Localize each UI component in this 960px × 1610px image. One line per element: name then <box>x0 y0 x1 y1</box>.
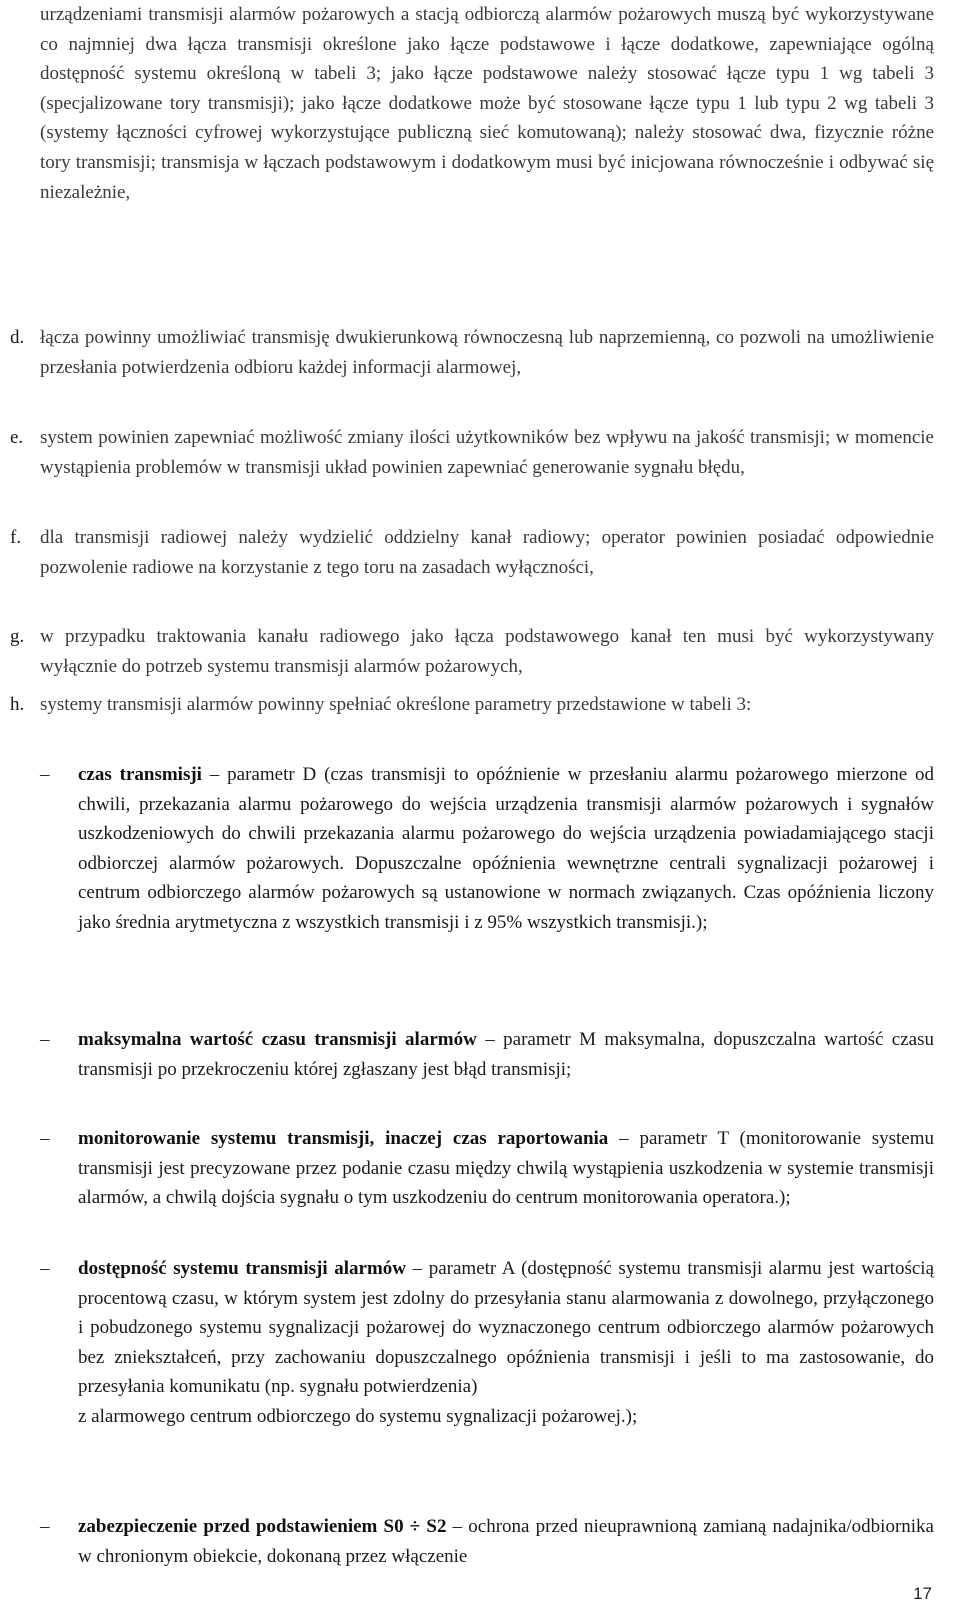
definition-description: – parametr A (dostępność systemu transmisji alarmu jest wartością procentową czasu, w którym system jest zdolny do przesyłania stanu alarmowania z dowolnego, przyłączonego i pobudzonego systemu sygnalizacji pożarowej do wyznaczonego centrum odbiorczego alarmów pożarowych bez zniekształceń, przy zachowaniu dopuszczalnego opóźnienia transmisji i jeśli to ma zastosowanie, do przesyłania komunikatu (np. sygnału potwierdzenia) <box>78 1258 934 1398</box>
dash-marker: – <box>40 764 50 785</box>
dash-marker: – <box>40 1029 50 1050</box>
definition-continuation: z alarmowego centrum odbiorczego do systemu sygnalizacji pożarowej.); <box>78 1405 638 1427</box>
list-item-h <box>10 690 934 720</box>
list-item-text: systemy transmisji alarmów powinny spełniać określone parametry przedstawione w tabeli 3: <box>40 694 752 715</box>
definition-description: – parametr M maksymalna, dopuszczalna wartość czasu transmisji po przekroczeniu której zgłaszany jest błąd transmisji; <box>78 1029 934 1080</box>
definition-term: monitorowanie systemu transmisji, inaczej czas raportowania <box>78 1128 609 1149</box>
list-item-text: dla transmisji radiowej należy wydzielić oddzielny kanał radiowy; operator powinien posiadać odpowiednie pozwolenie radiowe na korzystanie z tego toru na zasadach wyłączności, <box>40 527 934 578</box>
list-item-text: łącza powinny umożliwiać transmisję dwukierunkową równoczesną lub naprzemienną, co pozwoli na umożliwienie przesłania potwierdzenia odbioru każdej informacji alarmowej, <box>40 327 934 378</box>
definition-term: czas transmisji <box>78 764 202 785</box>
definition-item-maksymalna-wartosc <box>40 1025 934 1084</box>
definition-description: – ochrona przed nieuprawnioną zamianą nadajnika/odbiornika w chronionym obiekcie, dokonaną przez włączenie <box>78 1516 934 1567</box>
list-marker: f. <box>10 527 22 548</box>
definition-item-monitorowanie <box>40 1124 934 1213</box>
definition-text <box>78 1512 934 1571</box>
definition-item-zabezpieczenie <box>40 1512 934 1571</box>
definition-term: maksymalna wartość czasu transmisji alarmów <box>78 1029 477 1050</box>
list-marker: h. <box>10 694 25 715</box>
list-item-text: w przypadku traktowania kanału radiowego jako łącza podstawowego kanał ten musi być wykorzystywany wyłącznie do potrzeb systemu transmisji alarmów pożarowych, <box>40 626 934 677</box>
definition-description: – parametr D (czas transmisji to opóźnienie w przesłaniu alarmu pożarowego mierzone od chwili, przekazania alarmu pożarowego do wejścia urządzenia transmisji alarmów pożarowych i sygnałów uszkodzeniowych do chwili przekazania alarmu pożarowego do wejścia urządzenia powiadamiającego stacji odbiorczej alarmów pożarowych. Dopuszczalne opóźnienia wewnętrzne centrali sygnalizacji pożarowej i centrum odbiorczego alarmów pożarowych są ustanowione w normach związanych. Czas opóźnienia liczony jako średnia arytmetyczna z wszystkich transmisji i z 95% wszystkich transmisji.); <box>78 764 934 933</box>
list-item-text: system powinien zapewniać możliwość zmiany ilości użytkowników bez wpływu na jakość transmisji; w momencie wystąpienia problemów w transmisji układ powinien zapewniać generowanie sygnału błędu, <box>40 427 934 478</box>
dash-marker: – <box>40 1128 50 1149</box>
definition-term: dostępność systemu transmisji alarmów <box>78 1258 407 1279</box>
definition-text <box>78 1025 934 1084</box>
dash-marker: – <box>40 1516 50 1537</box>
list-item-d <box>10 323 934 382</box>
page-number: 17 <box>913 1584 932 1603</box>
definition-text <box>78 760 934 938</box>
list-marker: d. <box>10 327 25 348</box>
intro-paragraph: urządzeniami transmisji alarmów pożarowych a stacją odbiorczą alarmów pożarowych muszą być wykorzystywane co najmniej dwa łącza transmisji określone jako łącze podstawowe i łącze dodatkowe, zapewniające ogólną dostępność systemu określoną w tabeli 3; jako łącze podstawowe należy stosować łącze typu 1 wg tabeli 3 (specjalizowane tory transmisji); jako łącze dodatkowe może być stosowane łącze typu 1 lub typu 2 wg tabeli 3 (systemy łączności cyfrowej wykorzystujące publiczną sieć komutowaną); należy stosować dwa, fizycznie różne tory transmisji; transmisja w łączach podstawowym i dodatkowym musi być inicjowana równocześnie i odbywać się niezależnie, <box>40 4 934 203</box>
definition-item-dostepnosc <box>40 1254 934 1432</box>
dash-marker: – <box>40 1258 50 1279</box>
list-marker: e. <box>10 427 24 448</box>
definition-text <box>78 1124 934 1213</box>
list-marker: g. <box>10 626 25 647</box>
definition-description: – parametr T (monitorowanie systemu transmisji jest precyzowane przez podanie czasu między chwilą wystąpienia uszkodzenia w systemie transmisji alarmów, a chwilą dojścia sygnału o tym uszkodzeniu do centrum monitorowania operatora.); <box>78 1128 934 1209</box>
definition-text <box>78 1254 934 1402</box>
list-item-f <box>10 523 934 582</box>
list-item-e <box>10 423 934 482</box>
list-item-g <box>10 622 934 681</box>
definition-item-czas-transmisji <box>40 760 934 938</box>
definition-term: zabezpieczenie przed podstawieniem S0 ÷ S2 <box>78 1516 447 1537</box>
